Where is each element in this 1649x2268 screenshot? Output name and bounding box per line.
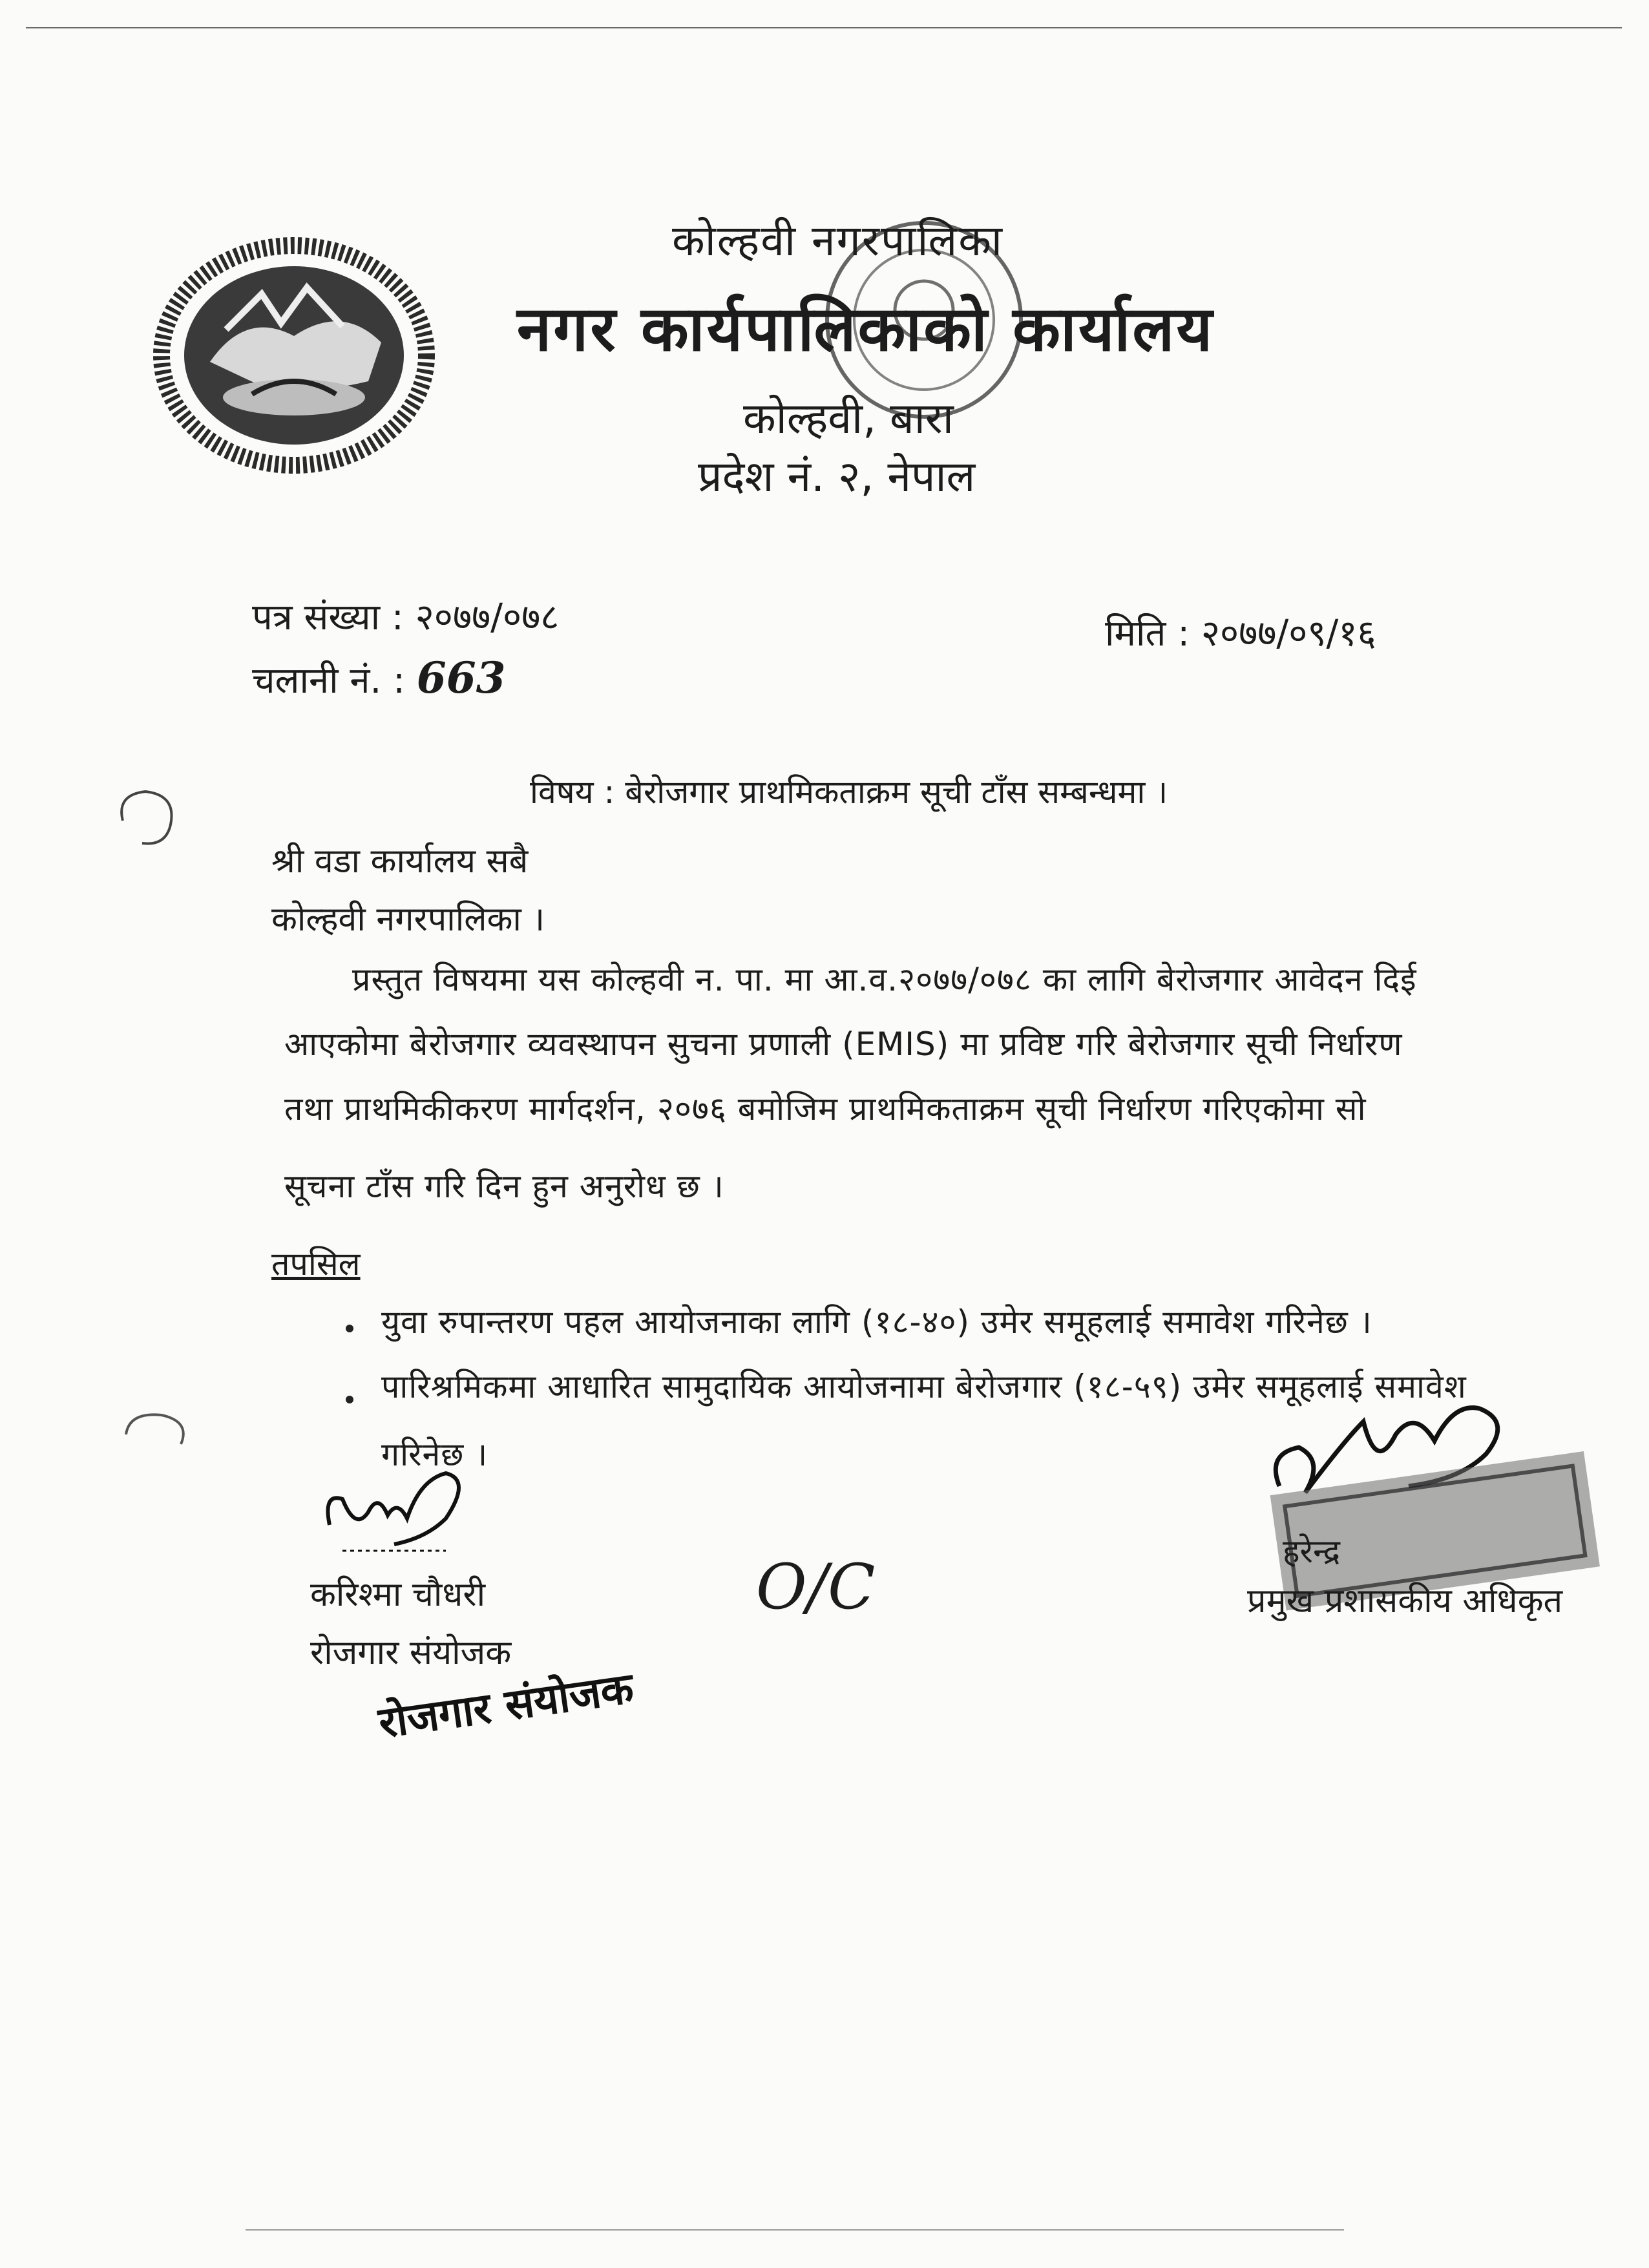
org-province: प्रदेश नं. २, नेपाल: [698, 452, 976, 501]
body-line-1: प्रस्तुत विषयमा यस कोल्हवी न. पा. मा आ.व.२०७७/०७८ का लागि बेरोजगार आवेदन दिई: [352, 961, 1417, 998]
dispatch-number: [252, 653, 506, 704]
org-name-municipality: कोल्हवी नगरपालिका: [672, 216, 1004, 266]
punch-hole-icon: [110, 782, 187, 853]
tapasil-item-1: युवा रुपान्तरण पहल आयोजनाका लागि (१८-४०) उमेर समूहलाई समावेश गरिनेछ ।: [381, 1303, 1372, 1341]
date-label: मिति :: [1105, 613, 1190, 655]
org-location: कोल्हवी, बारा: [743, 394, 954, 443]
addressee-line-2: कोल्हवी नगरपालिका ।: [271, 900, 545, 939]
scan-edge-top: [26, 27, 1622, 28]
addressee-line-1: श्री वडा कार्यालय सबै: [271, 842, 529, 881]
margin-handwritten-note: O/C: [756, 1551, 876, 1623]
left-signatory-title: रोजगार संयोजक: [310, 1633, 512, 1672]
bullet-icon: [346, 1325, 353, 1332]
body-line-4: सूचना टाँस गरि दिन हुन अनुरोध छ ।: [284, 1168, 724, 1205]
body-line-2: आएकोमा बेरोजगार व्यवस्थापन सुचना प्रणाली (EMIS) मा प्रविष्ट गरि बेरोजगार सूची निर्धारण: [284, 1025, 1403, 1063]
dispatch-label: चलानी नं. :: [252, 660, 405, 702]
letter-subject: विषय : बेरोजगार प्राथमिकताक्रम सूची टाँस सम्बन्धमा ।: [530, 773, 1168, 811]
letter-date: [1105, 607, 1376, 656]
reference-number: [252, 591, 559, 640]
tapasil-item-2-continued: गरिनेछ ।: [381, 1436, 488, 1473]
left-signatory-name: करिश्मा चौधरी: [310, 1575, 486, 1614]
reference-label: पत्र संख्या :: [252, 596, 404, 638]
left-signature-icon: [317, 1454, 485, 1564]
dispatch-value: 663: [416, 653, 506, 703]
body-line-3: तथा प्राथमिकीकरण मार्गदर्शन, २०७६ बमोजिम प्राथमिकताक्रम सूची निर्धारण गरिएकोमा सो: [284, 1090, 1367, 1128]
scan-edge-bottom: [246, 2229, 1344, 2231]
tapasil-item-2: पारिश्रमिकमा आधारित सामुदायिक आयोजनामा बेरोजगार (१८-५९) उमेर समूहलाई समावेश: [381, 1368, 1467, 1405]
org-name-office: नगर कार्यपालिकाको कार्यालय: [517, 293, 1215, 365]
bullet-icon: [346, 1396, 353, 1403]
tapasil-heading: तपसिल: [271, 1245, 361, 1283]
right-signatory-name: हरेन्द्र: [1283, 1533, 1340, 1570]
date-value: २०७७/०९/१६: [1201, 613, 1376, 655]
punch-hole-icon: [116, 1402, 200, 1460]
reference-value: २०७७/०७८: [415, 596, 560, 638]
right-signatory-title: प्रमुख प्रशासकीय अधिकृत: [1247, 1582, 1563, 1621]
nepal-emblem-icon: [149, 233, 439, 478]
left-title-stamp: रोजगार संयोजक: [375, 1663, 637, 1748]
